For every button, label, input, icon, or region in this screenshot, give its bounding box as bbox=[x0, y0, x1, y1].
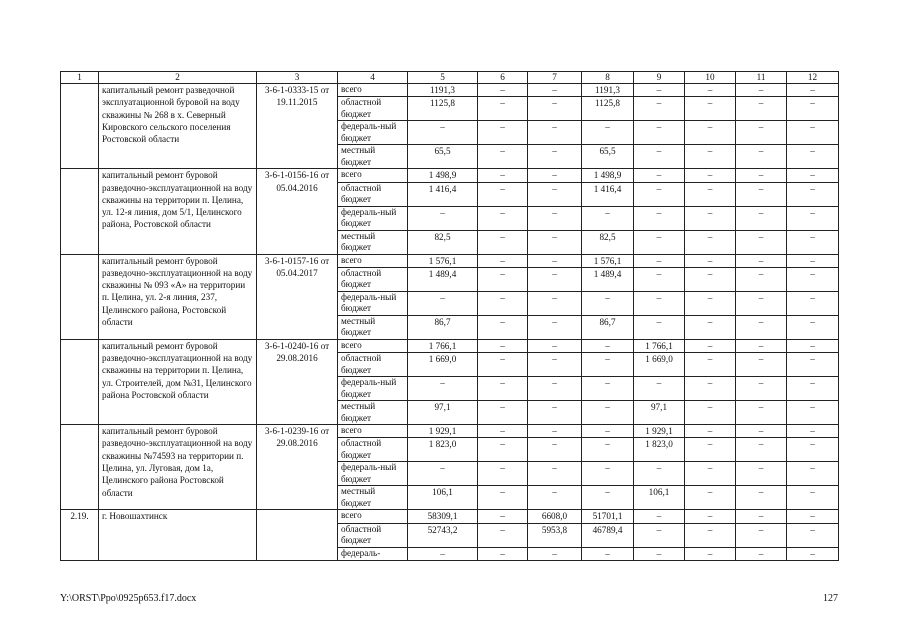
amount-cell: – bbox=[634, 377, 685, 401]
amount-cell: – bbox=[478, 523, 528, 547]
item-number-cell bbox=[61, 339, 99, 424]
funding-source-cell: областной бюджет bbox=[338, 182, 408, 206]
budget-table bbox=[60, 71, 839, 561]
amount-cell: 106,1 bbox=[634, 486, 685, 510]
amount-cell: – bbox=[582, 291, 634, 315]
amount-cell: – bbox=[685, 438, 736, 462]
amount-cell: – bbox=[582, 353, 634, 377]
amount-cell: – bbox=[528, 206, 582, 230]
amount-cell: 97,1 bbox=[408, 401, 478, 425]
amount-cell: – bbox=[634, 84, 685, 97]
amount-cell: – bbox=[787, 97, 839, 121]
document-number-cell: 3-6-1-0240-16 от 29.08.2016 bbox=[257, 339, 338, 424]
amount-cell: – bbox=[582, 377, 634, 401]
amount-cell: – bbox=[528, 182, 582, 206]
table-row bbox=[61, 425, 839, 438]
amount-cell: – bbox=[736, 315, 787, 339]
amount-cell: – bbox=[685, 254, 736, 267]
funding-source-cell: всего bbox=[338, 339, 408, 352]
funding-source-cell: областной бюджет bbox=[338, 97, 408, 121]
amount-cell: – bbox=[787, 267, 839, 291]
amount-cell: – bbox=[685, 267, 736, 291]
funding-source-cell: областной бюджет bbox=[338, 438, 408, 462]
amount-cell: – bbox=[478, 339, 528, 352]
amount-cell: – bbox=[528, 547, 582, 560]
amount-cell: – bbox=[634, 182, 685, 206]
amount-cell: – bbox=[478, 206, 528, 230]
amount-cell: 58309,1 bbox=[408, 510, 478, 523]
funding-source-cell: федераль- bbox=[338, 547, 408, 560]
amount-cell: – bbox=[528, 425, 582, 438]
amount-cell: – bbox=[478, 169, 528, 182]
column-number-cell: 4 bbox=[338, 72, 408, 84]
amount-cell: – bbox=[685, 523, 736, 547]
amount-cell: – bbox=[582, 206, 634, 230]
amount-cell: – bbox=[634, 230, 685, 254]
amount-cell: – bbox=[528, 315, 582, 339]
amount-cell: – bbox=[582, 121, 634, 145]
funding-source-cell: областной бюджет bbox=[338, 523, 408, 547]
amount-cell: 1125,8 bbox=[582, 97, 634, 121]
funding-source-cell: местный бюджет bbox=[338, 486, 408, 510]
amount-cell: – bbox=[478, 510, 528, 523]
amount-cell: – bbox=[478, 254, 528, 267]
amount-cell: 1 823,0 bbox=[408, 438, 478, 462]
amount-cell: – bbox=[787, 510, 839, 523]
item-number-cell bbox=[61, 254, 99, 339]
amount-cell: – bbox=[685, 510, 736, 523]
amount-cell: – bbox=[528, 121, 582, 145]
column-number-cell: 12 bbox=[787, 72, 839, 84]
amount-cell: 1 669,0 bbox=[634, 353, 685, 377]
item-number-cell bbox=[61, 84, 99, 169]
amount-cell: – bbox=[478, 121, 528, 145]
column-number-cell: 5 bbox=[408, 72, 478, 84]
column-number-cell: 6 bbox=[478, 72, 528, 84]
amount-cell: 52743,2 bbox=[408, 523, 478, 547]
table-row bbox=[61, 339, 839, 352]
amount-cell: – bbox=[736, 84, 787, 97]
amount-cell: 86,7 bbox=[408, 315, 478, 339]
amount-cell: – bbox=[408, 121, 478, 145]
amount-cell: 1 929,1 bbox=[408, 425, 478, 438]
amount-cell: – bbox=[478, 547, 528, 560]
column-number-cell: 7 bbox=[528, 72, 582, 84]
amount-cell: – bbox=[787, 121, 839, 145]
amount-cell: 1 498,9 bbox=[582, 169, 634, 182]
page-number: 127 bbox=[823, 593, 838, 604]
amount-cell: – bbox=[685, 169, 736, 182]
item-number-cell: 2.19. bbox=[61, 510, 99, 561]
amount-cell: – bbox=[787, 254, 839, 267]
amount-cell: 5953,8 bbox=[528, 523, 582, 547]
amount-cell: 82,5 bbox=[582, 230, 634, 254]
amount-cell: – bbox=[634, 267, 685, 291]
amount-cell: – bbox=[736, 462, 787, 486]
amount-cell: – bbox=[685, 206, 736, 230]
amount-cell: – bbox=[528, 401, 582, 425]
amount-cell: 1 576,1 bbox=[408, 254, 478, 267]
amount-cell: 65,5 bbox=[582, 145, 634, 169]
amount-cell: – bbox=[685, 145, 736, 169]
amount-cell: – bbox=[582, 425, 634, 438]
amount-cell: – bbox=[685, 353, 736, 377]
amount-cell: 1 489,4 bbox=[408, 267, 478, 291]
amount-cell: – bbox=[736, 169, 787, 182]
amount-cell: – bbox=[787, 339, 839, 352]
amount-cell: – bbox=[736, 206, 787, 230]
footer-file-path: Y:\ORST\Ppo\0925p653.f17.docx bbox=[60, 593, 197, 604]
amount-cell: – bbox=[685, 182, 736, 206]
funding-source-cell: местный бюджет bbox=[338, 401, 408, 425]
amount-cell: 1191,3 bbox=[582, 84, 634, 97]
amount-cell: 51701,1 bbox=[582, 510, 634, 523]
amount-cell: – bbox=[685, 291, 736, 315]
amount-cell: – bbox=[787, 462, 839, 486]
amount-cell: – bbox=[787, 547, 839, 560]
column-number-cell: 9 bbox=[634, 72, 685, 84]
amount-cell: – bbox=[582, 486, 634, 510]
amount-cell: – bbox=[736, 182, 787, 206]
funding-source-cell: всего bbox=[338, 84, 408, 97]
amount-cell: – bbox=[634, 169, 685, 182]
amount-cell: 1 416,4 bbox=[582, 182, 634, 206]
amount-cell: – bbox=[787, 84, 839, 97]
amount-cell: – bbox=[478, 97, 528, 121]
amount-cell: – bbox=[787, 291, 839, 315]
amount-cell: – bbox=[787, 182, 839, 206]
table-row bbox=[61, 169, 839, 182]
amount-cell: – bbox=[478, 291, 528, 315]
amount-cell: – bbox=[787, 169, 839, 182]
amount-cell: 106,1 bbox=[408, 486, 478, 510]
item-number-cell bbox=[61, 425, 99, 510]
amount-cell: – bbox=[582, 438, 634, 462]
amount-cell: – bbox=[736, 425, 787, 438]
amount-cell: – bbox=[685, 377, 736, 401]
amount-cell: – bbox=[736, 510, 787, 523]
amount-cell: – bbox=[736, 547, 787, 560]
amount-cell: – bbox=[528, 377, 582, 401]
column-number-cell: 1 bbox=[61, 72, 99, 84]
amount-cell: 1 669,0 bbox=[408, 353, 478, 377]
amount-cell: – bbox=[478, 182, 528, 206]
funding-source-cell: федераль-ный бюджет bbox=[338, 291, 408, 315]
amount-cell: – bbox=[634, 547, 685, 560]
amount-cell: 46789,4 bbox=[582, 523, 634, 547]
amount-cell: 1 489,4 bbox=[582, 267, 634, 291]
amount-cell: – bbox=[478, 425, 528, 438]
amount-cell: – bbox=[685, 84, 736, 97]
amount-cell: 1 498,9 bbox=[408, 169, 478, 182]
amount-cell: – bbox=[787, 438, 839, 462]
amount-cell: – bbox=[582, 339, 634, 352]
amount-cell: – bbox=[478, 230, 528, 254]
table-row bbox=[61, 510, 839, 523]
amount-cell: – bbox=[736, 339, 787, 352]
amount-cell: – bbox=[685, 401, 736, 425]
table-body bbox=[61, 72, 839, 561]
amount-cell: – bbox=[582, 462, 634, 486]
funding-source-cell: всего bbox=[338, 169, 408, 182]
amount-cell: – bbox=[736, 254, 787, 267]
amount-cell: – bbox=[408, 462, 478, 486]
column-number-cell: 10 bbox=[685, 72, 736, 84]
funding-source-cell: местный бюджет bbox=[338, 145, 408, 169]
amount-cell: – bbox=[787, 145, 839, 169]
object-name-cell: капитальный ремонт разведочной эксплуатационной буровой на воду скважины № 268 в х. Северный Кировского сельского поселения Ростовской области bbox=[99, 84, 257, 169]
amount-cell: – bbox=[685, 486, 736, 510]
funding-source-cell: федераль-ный бюджет bbox=[338, 462, 408, 486]
amount-cell: – bbox=[582, 547, 634, 560]
funding-source-cell: местный бюджет bbox=[338, 230, 408, 254]
table-row bbox=[61, 84, 839, 97]
amount-cell: – bbox=[736, 230, 787, 254]
amount-cell: – bbox=[736, 145, 787, 169]
amount-cell: – bbox=[478, 377, 528, 401]
column-number-cell: 3 bbox=[257, 72, 338, 84]
table-row bbox=[61, 254, 839, 267]
amount-cell: – bbox=[685, 547, 736, 560]
funding-source-cell: федераль-ный бюджет bbox=[338, 206, 408, 230]
amount-cell: – bbox=[528, 230, 582, 254]
funding-source-cell: всего bbox=[338, 254, 408, 267]
funding-source-cell: всего bbox=[338, 425, 408, 438]
amount-cell: – bbox=[478, 315, 528, 339]
amount-cell: – bbox=[478, 84, 528, 97]
object-name-cell: г. Новошахтинск bbox=[99, 510, 257, 561]
amount-cell: 1125,8 bbox=[408, 97, 478, 121]
amount-cell: – bbox=[685, 97, 736, 121]
amount-cell: – bbox=[736, 438, 787, 462]
document-number-cell: 3-6-1-0333-15 от 19.11.2015 bbox=[257, 84, 338, 169]
amount-cell: – bbox=[408, 547, 478, 560]
amount-cell: 86,7 bbox=[582, 315, 634, 339]
amount-cell: 1 416,4 bbox=[408, 182, 478, 206]
document-number-cell: 3-6-1-0157-16 от 05.04.2017 bbox=[257, 254, 338, 339]
amount-cell: – bbox=[634, 145, 685, 169]
amount-cell: – bbox=[685, 425, 736, 438]
amount-cell: – bbox=[408, 206, 478, 230]
funding-source-cell: федераль-ный бюджет bbox=[338, 377, 408, 401]
amount-cell: – bbox=[528, 486, 582, 510]
amount-cell: – bbox=[736, 401, 787, 425]
amount-cell: – bbox=[478, 145, 528, 169]
funding-source-cell: областной бюджет bbox=[338, 267, 408, 291]
amount-cell: – bbox=[528, 97, 582, 121]
amount-cell: – bbox=[736, 523, 787, 547]
amount-cell: – bbox=[787, 206, 839, 230]
amount-cell: – bbox=[736, 267, 787, 291]
amount-cell: – bbox=[634, 462, 685, 486]
amount-cell: – bbox=[787, 401, 839, 425]
amount-cell: – bbox=[736, 377, 787, 401]
amount-cell: – bbox=[478, 486, 528, 510]
amount-cell: – bbox=[528, 438, 582, 462]
amount-cell: – bbox=[582, 401, 634, 425]
amount-cell: – bbox=[478, 401, 528, 425]
funding-source-cell: местный бюджет bbox=[338, 315, 408, 339]
amount-cell: – bbox=[528, 353, 582, 377]
object-name-cell: капитальный ремонт буровой разведочно-эксплуатационной на воду скважины на территории п. Целина, ул. 12-я линия, дом 5/1, Целинского района, Ростовской области bbox=[99, 169, 257, 254]
amount-cell: – bbox=[408, 377, 478, 401]
amount-cell: – bbox=[408, 291, 478, 315]
amount-cell: – bbox=[634, 97, 685, 121]
amount-cell: – bbox=[685, 462, 736, 486]
amount-cell: 6608,0 bbox=[528, 510, 582, 523]
amount-cell: 1 929,1 bbox=[634, 425, 685, 438]
amount-cell: – bbox=[685, 121, 736, 145]
amount-cell: – bbox=[787, 230, 839, 254]
amount-cell: – bbox=[736, 353, 787, 377]
object-name-cell: капитальный ремонт буровой разведочно-эксплуатационной на воду скважины №74593 на территории п. Целина, ул. Луговая, дом 1а, Целинского района Ростовской области bbox=[99, 425, 257, 510]
object-name-cell: капитальный ремонт буровой разведочно-эксплуатационной на воду скважины на территории п. Целина, ул. Строителей, дом №31, Целинского района Ростовской области bbox=[99, 339, 257, 424]
item-number-cell bbox=[61, 169, 99, 254]
amount-cell: – bbox=[528, 169, 582, 182]
amount-cell: 1191,3 bbox=[408, 84, 478, 97]
amount-cell: 1 823,0 bbox=[634, 438, 685, 462]
column-number-cell: 11 bbox=[736, 72, 787, 84]
amount-cell: – bbox=[478, 267, 528, 291]
amount-cell: – bbox=[787, 486, 839, 510]
funding-source-cell: всего bbox=[338, 510, 408, 523]
amount-cell: – bbox=[787, 523, 839, 547]
amount-cell: – bbox=[634, 206, 685, 230]
amount-cell: – bbox=[528, 145, 582, 169]
amount-cell: – bbox=[634, 510, 685, 523]
amount-cell: – bbox=[787, 353, 839, 377]
amount-cell: – bbox=[634, 315, 685, 339]
column-number-row bbox=[61, 72, 839, 84]
amount-cell: – bbox=[787, 315, 839, 339]
amount-cell: 97,1 bbox=[634, 401, 685, 425]
document-number-cell: 3-6-1-0239-16 от 29.08.2016 bbox=[257, 425, 338, 510]
amount-cell: – bbox=[478, 462, 528, 486]
object-name-cell: капитальный ремонт буровой разведочно-эксплуатационной на воду скважины № 093 «А» на территории п. Целина, ул. 2-я линия, 237, Целинского района, Ростовской области bbox=[99, 254, 257, 339]
amount-cell: – bbox=[528, 291, 582, 315]
amount-cell: – bbox=[634, 254, 685, 267]
amount-cell: – bbox=[528, 339, 582, 352]
amount-cell: – bbox=[478, 353, 528, 377]
amount-cell: 1 576,1 bbox=[582, 254, 634, 267]
amount-cell: – bbox=[736, 291, 787, 315]
document-number-cell bbox=[257, 510, 338, 561]
document-number-cell: 3-6-1-0156-16 от 05.04.2016 bbox=[257, 169, 338, 254]
amount-cell: – bbox=[787, 425, 839, 438]
amount-cell: – bbox=[736, 486, 787, 510]
amount-cell: – bbox=[736, 121, 787, 145]
amount-cell: – bbox=[685, 339, 736, 352]
amount-cell: – bbox=[478, 438, 528, 462]
amount-cell: 1 766,1 bbox=[408, 339, 478, 352]
amount-cell: – bbox=[736, 97, 787, 121]
amount-cell: 1 766,1 bbox=[634, 339, 685, 352]
amount-cell: – bbox=[634, 523, 685, 547]
funding-source-cell: областной бюджет bbox=[338, 353, 408, 377]
column-number-cell: 8 bbox=[582, 72, 634, 84]
amount-cell: – bbox=[685, 315, 736, 339]
amount-cell: – bbox=[685, 230, 736, 254]
amount-cell: – bbox=[634, 291, 685, 315]
amount-cell: – bbox=[528, 462, 582, 486]
amount-cell: – bbox=[528, 267, 582, 291]
amount-cell: – bbox=[787, 377, 839, 401]
funding-source-cell: федераль-ный бюджет bbox=[338, 121, 408, 145]
amount-cell: – bbox=[634, 121, 685, 145]
amount-cell: – bbox=[528, 84, 582, 97]
amount-cell: 82,5 bbox=[408, 230, 478, 254]
amount-cell: – bbox=[528, 254, 582, 267]
column-number-cell: 2 bbox=[99, 72, 257, 84]
amount-cell: 65,5 bbox=[408, 145, 478, 169]
